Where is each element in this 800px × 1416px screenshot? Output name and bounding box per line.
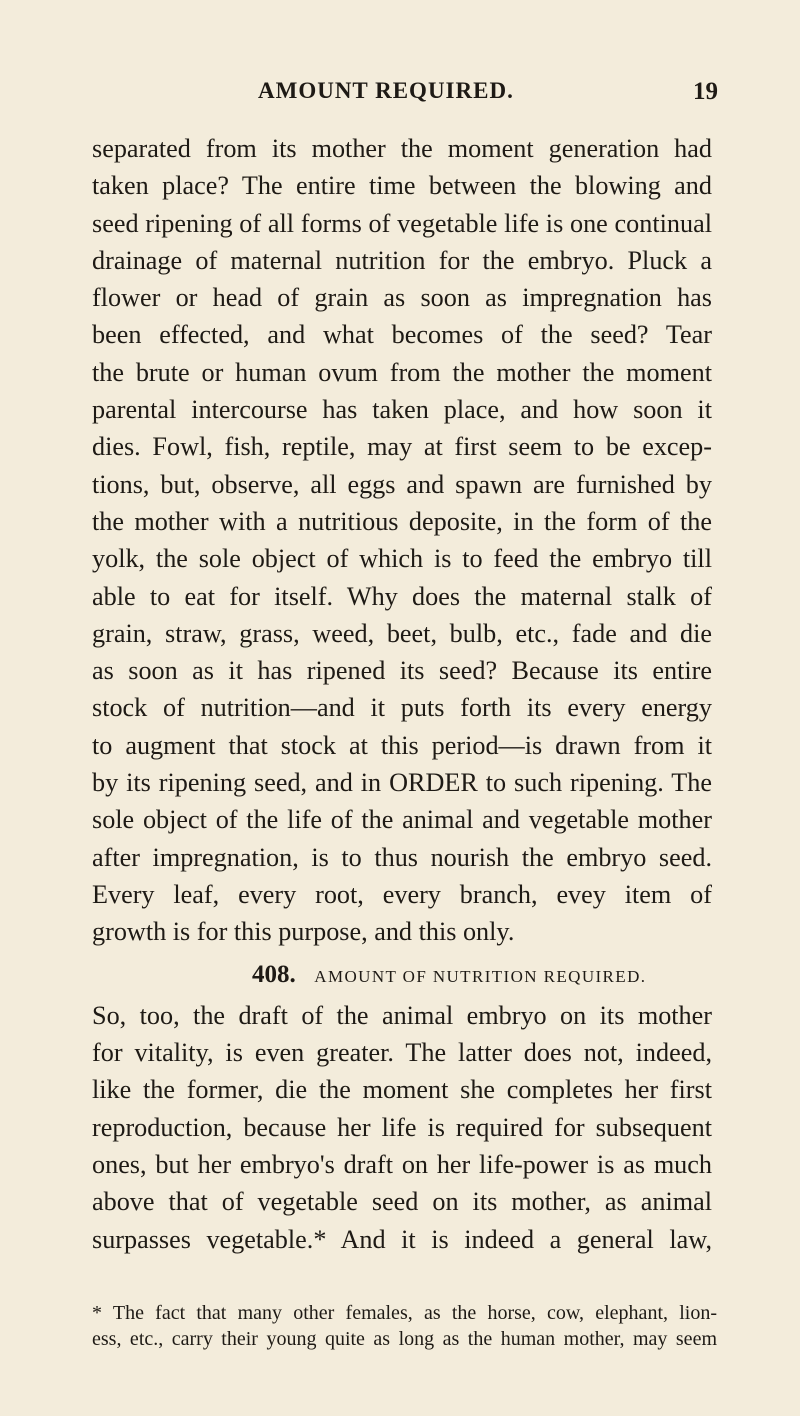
section-number: 408.: [252, 960, 296, 988]
text-line: taken place? The entire time between the blowing and: [92, 171, 712, 201]
text-line: flower or head of grain as soon as impregnation has: [92, 283, 712, 313]
text-line: grain, straw, grass, weed, beet, bulb, etc., fade and die: [92, 618, 712, 648]
text-line: stock of nutrition—and it puts forth its every energy: [92, 693, 712, 723]
text-line: parental intercourse has taken place, and how soon it: [92, 395, 712, 425]
text-line: seed ripening of all forms of vegetable life is one continual: [92, 208, 712, 238]
footnote: [92, 1300, 717, 1352]
text-line: separated from its mother the moment generation had: [92, 134, 712, 163]
text-line: ones, but her embryo's draft on her life-power is as much: [92, 1150, 712, 1180]
text-line: surpasses vegetable.* And it is indeed a general law,: [92, 1224, 712, 1254]
text-line: tions, but, observe, all eggs and spawn are furnished by: [92, 469, 712, 499]
paragraph-2: [92, 997, 712, 1258]
text-line: able to eat for itself. Why does the maternal stalk of: [92, 581, 712, 611]
footnote-line: ess, etc., carry their young quite as long as the human mother, may seem: [92, 1328, 717, 1350]
page-header: [258, 78, 718, 114]
running-head: AMOUNT REQUIRED.: [258, 78, 514, 103]
text-line: for vitality, is even greater. The latter does not, indeed,: [92, 1038, 712, 1068]
text-line: dies. Fowl, fish, reptile, may at first seem to be excep-: [92, 432, 712, 462]
text-line: the brute or human ovum from the mother the moment: [92, 357, 712, 387]
text-line: like the former, die the moment she completes her first: [92, 1075, 712, 1105]
text-line: the mother with a nutritious deposite, in the form of the: [92, 506, 712, 536]
text-line: above that of vegetable seed on its mother, as animal: [92, 1187, 712, 1217]
section-heading: [252, 955, 712, 995]
text-line: as soon as it has ripened its seed? Because its entire: [92, 656, 712, 686]
text-line: sole object of the life of the animal and vegetable mother: [92, 805, 712, 835]
page-number: 19: [693, 78, 718, 105]
text-line: reproduction, because her life is required for subsequent: [92, 1112, 712, 1142]
text-line: Every leaf, every root, every branch, evey item of: [92, 879, 712, 909]
body-text: [92, 130, 712, 1258]
text-line: So, too, the draft of the animal embryo on its mother: [92, 1000, 712, 1030]
text-line: drainage of maternal nutrition for the embryo. Pluck a: [92, 245, 712, 275]
paragraph-1: [92, 130, 712, 951]
footnote-line: * The fact that many other females, as the horse, cow, elephant, lion-: [92, 1302, 717, 1324]
section-title: AMOUNT OF NUTRITION REQUIRED.: [314, 966, 647, 986]
text-line: growth is for this purpose, and this only.: [92, 917, 515, 947]
text-line: to augment that stock at this period—is drawn from it: [92, 730, 712, 760]
text-line: been effected, and what becomes of the seed? Tear: [92, 320, 712, 350]
text-line: after impregnation, is to thus nourish the embryo seed.: [92, 842, 712, 872]
text-line: yolk, the sole object of which is to feed the embryo till: [92, 544, 712, 574]
text-line: by its ripening seed, and in ORDER to such ripening. The: [92, 768, 712, 798]
